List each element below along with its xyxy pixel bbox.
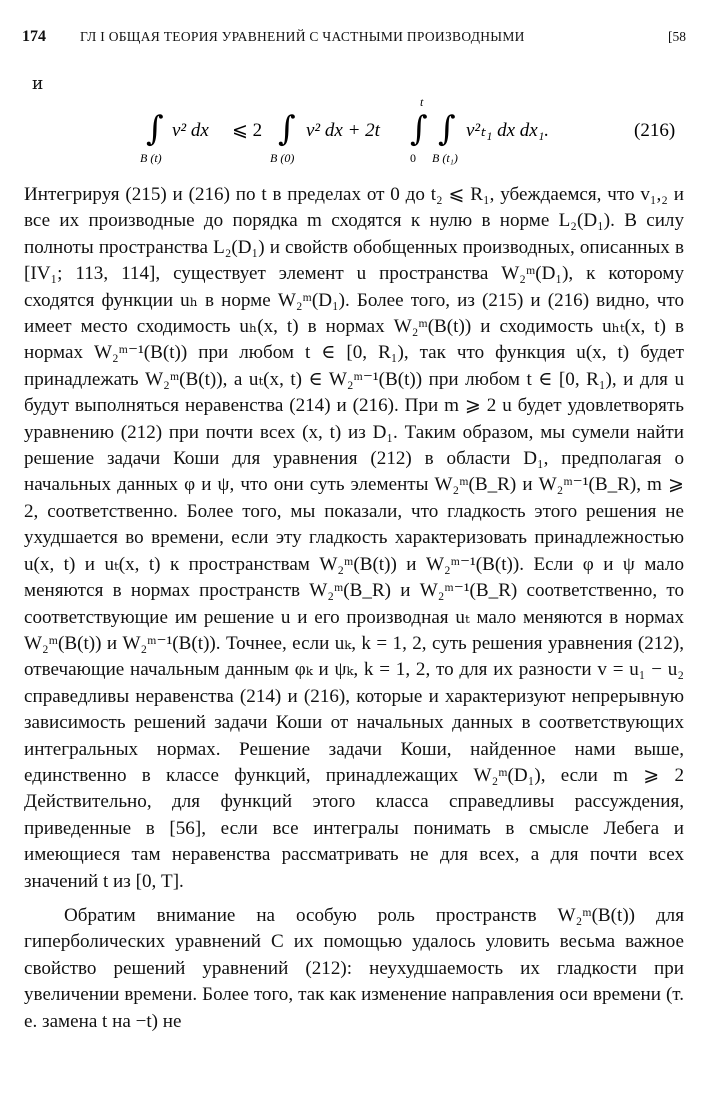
rhs2-domain: B (t₁) (432, 151, 458, 165)
running-title: ГЛ I ОБЩАЯ ТЕОРИЯ УРАВНЕНИЙ С ЧАСТНЫМИ ПРОИЗВОДНЫМИ (80, 29, 525, 44)
formula-svg (120, 96, 690, 176)
lhs-integrand: v² dx (172, 120, 209, 141)
rhs2-integrand: v²ₜ₁ dx dx₁. (466, 120, 550, 141)
page-number: 174 (22, 28, 46, 45)
paragraph-1: Интегрируя (215) и (216) по t в пределах от 0 до t₂ ⩽ R₁, убеждаемся, что v₁,₂ и все их производные до порядка m сходятся к нулю в норме L₂(D₁). В силу полноты пространства L₂(D₁) и свойств обобщенных производных, описанных в [IV₁; 113, 114], существует элемент u пространства W₂ᵐ(D₁), к которому сходятся функции uₕ в норме W₂ᵐ(D₁). Более того, из (215) и (216) видно, что имеет место сходимость uₕ(x, t) в нормах W₂ᵐ(B(t)) и сходимость uₕₜ(x, t) в нормах W₂ᵐ⁻¹(B(t)) при любом t ∈ [0, R₁), так что функция u(x, t) будет принадлежать W₂ᵐ(B(t)), а uₜ(x, t) ∈ W₂ᵐ⁻¹(B(t)) при любом t ∈ [0, R₁), и для u будут выполняться неравенства (214) и (216). При m ⩾ 2 u будет удовлетворять уравнению (212) при почти всех (x, t) из D₁. Таким образом, мы сумели найти решение задачи Коши для уравнения (212) в области D₁, предполагая о начальных данных φ и ψ, что они суть элементы W₂ᵐ(B_R) и W₂ᵐ⁻¹(B_R), m ⩾ 2, соответственно. Более того, мы показали, что гладкость этого решения не ухудшается во времени, если эту гладкость характеризовать принадлежностью u(x, t) и uₜ(x, t) к пространствам W₂ᵐ(B(t)) и W₂ᵐ⁻¹(B(t)). Если φ и ψ мало меняются в нормах пространств W₂ᵐ(B_R) и W₂ᵐ⁻¹(B_R) соответственно, то соответствующие им решение u и его производная uₜ мало меняются в нормах W₂ᵐ(B(t)) и W₂ᵐ⁻¹(B(t)). Точнее, если uₖ, k = 1, 2, суть решения уравнения (212), отвечающие начальным данным φₖ и ψₖ, k = 1, 2, то для их разности v = u₁ − u₂ справедливы неравенства (214) и (216), которые и характеризуют непрерывную зависимость решений задачи Коши от начальных данных в соответствующих интегральных нормах. Решение задачи Коши, найденное нами выше, единственно в классе функций, принадлежащих W₂ᵐ(D₁), если m ⩾ 2 Действительно, для функций этого класса справедливы рассуждения, приведенные в [56], если все интегралы понимать в смысле Лебега и имеющиеся там неравенства рассматривать не для всех, а для почти всех значений t из [0, T]. (24, 184, 684, 892)
rhs1-domain: B (0) (270, 151, 295, 165)
relation: ⩽ 2 (232, 120, 263, 141)
rhs1-integrand: v² dx + 2t (306, 120, 380, 141)
paragraph-2: Обратим внимание на особую роль пространств W₂ᵐ(B(t)) для гиперболических уравнений С их помощью удалось уловить весьма важное свойство решений уравнений (212): неухудшаемость их гладкости при увеличении времени. Более того, так как изменение направления оси времени (т. е. замена t на −t) не (24, 904, 684, 1032)
equation-number: (216) (634, 120, 676, 141)
integral-sign-4: ∫ (438, 109, 456, 149)
section-marker: [58 (668, 29, 686, 44)
conjunction-and: и (32, 74, 44, 94)
display-formula-216 (120, 96, 690, 176)
body-text (24, 182, 684, 1035)
integral-sign-3: ∫ (410, 109, 428, 149)
rhs2-upper-limit: t (420, 96, 424, 109)
running-header (22, 28, 686, 50)
integral-sign-1: ∫ (146, 109, 164, 149)
lhs-domain: B (t) (140, 151, 162, 165)
rhs2-lower-limit: 0 (410, 151, 416, 165)
integral-sign-2: ∫ (278, 109, 296, 149)
